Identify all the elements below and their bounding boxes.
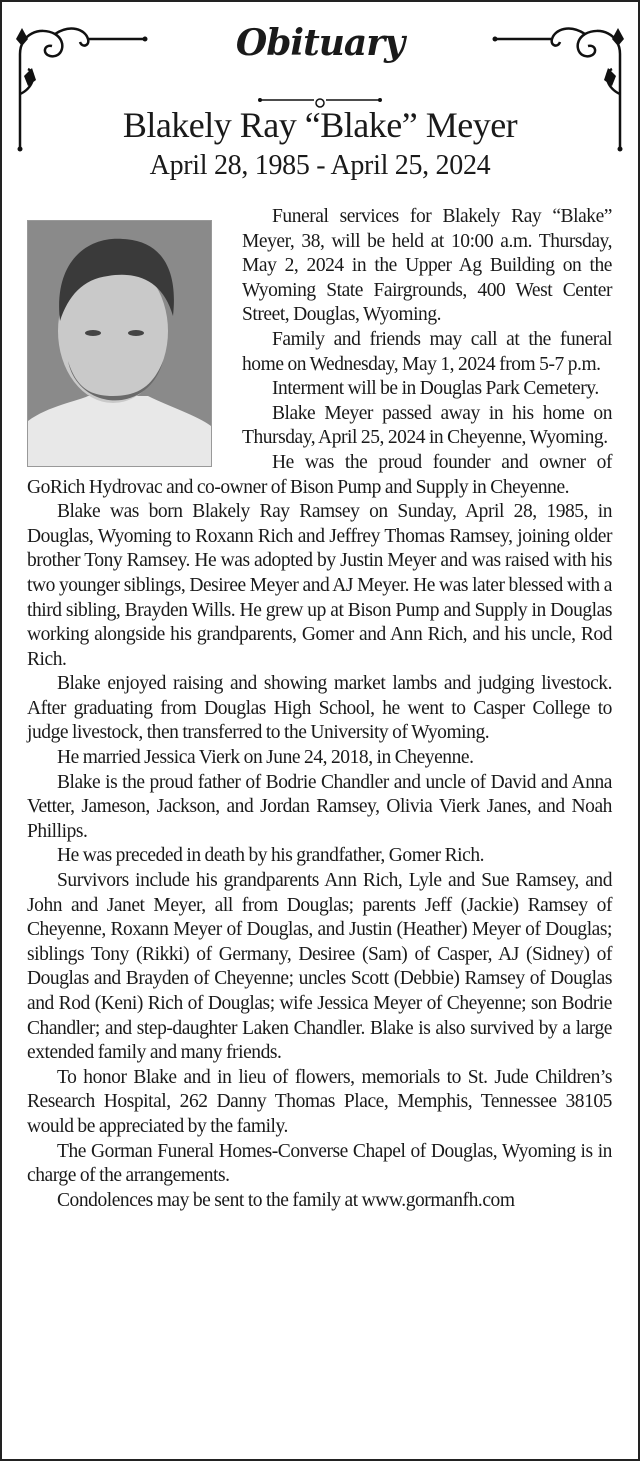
paragraph-birth: Blake was born Blakely Ray Ramsey on Sunday, April 28, 1985, in Douglas, Wyoming to Roxann Rich and Jeffrey Thomas Ramsey, joining older brother Tony Ramsey. He was adopted by Justin Meyer and was raised with his two younger siblings, Desiree Meyer and AJ Meyer. He was later blessed with a third sibling, Brayden Wills. He grew up at Bison Pump and Supply in Douglas working alongside his grandparents, Gomer and Ann Rich, and his uncle, Rod Rich.: [27, 501, 612, 670]
paragraph-condolences: Condolences may be sent to the family at www.gormanfh.com: [57, 1189, 515, 1211]
paragraph-passing: Blake Meyer passed away in his home on Thursday, April 25, 2024 in Cheyenne, Wyoming.: [242, 402, 612, 449]
paragraph-marriage: He married Jessica Vierk on June 24, 2018, in Cheyenne.: [57, 747, 474, 769]
paragraph-preceded: He was preceded in death by his grandfather, Gomer Rich.: [57, 845, 485, 867]
paragraph-education: Blake enjoyed raising and showing market lambs and judging livestock. After graduating from Douglas High School, he went to Casper College to judge livestock, then transferred to the University of Wyoming.: [27, 673, 612, 744]
deceased-name: Blakely Ray “Blake” Meyer: [122, 105, 518, 145]
paragraph-arrangements: The Gorman Funeral Homes-Converse Chapel of Douglas, Wyoming is in charge of the arrangements.: [27, 1140, 612, 1187]
obituary-text: [27, 205, 612, 1213]
paragraph-family: Blake is the proud father of Bodrie Chandler and uncle of David and Anna Vetter, Jameson, Jackson, and Jordan Ramsey, Olivia Vierk Janes, and Noah Phillips.: [27, 771, 612, 842]
paragraph-interment: Interment will be in Douglas Park Cemetery.: [272, 378, 599, 400]
paragraph-career: He was the proud founder and owner of GoRich Hydrovac and co-owner of Bison Pump and Supply in Cheyenne.: [27, 451, 612, 498]
section-title: Obituary: [235, 22, 405, 64]
paragraph-memorials: To honor Blake and in lieu of flowers, memorials to St. Jude Children’s Research Hospital, 262 Danny Thomas Place, Memphis, Tennessee 38105 would be appreciated by the family.: [27, 1066, 612, 1137]
paragraph-survivors: Survivors include his grandparents Ann Rich, Lyle and Sue Ramsey, and John and Janet Meyer, all from Douglas; parents Jeff (Jackie) Ramsey of Cheyenne, Roxann Meyer of Douglas, and Justin (Heather) Meyer of Douglas; siblings Tony (Rikki) of Germany, Desiree (Sam) of Casper, AJ (Sidney) of Douglas and Brayden of Cheyenne; uncles Scott (Debbie) Ramsey of Douglas and Rod (Keni) Rich of Douglas; wife Jessica Meyer of Cheyenne; son Bodrie Chandler; and step-daughter Laken Chandler. Blake is also survived by a large extended family and many friends.: [27, 870, 612, 1064]
paragraph-visitation: Family and friends may call at the funeral home on Wednesday, May 1, 2024 from 5-7 p.m.: [242, 328, 612, 375]
paragraph-funeral-services: Funeral services for Blakely Ray “Blake” Meyer, 38, will be held at 10:00 a.m. Thursday, May 2, 2024 in the Upper Ag Building on the Wyoming State Fairgrounds, 400 West Center Street, Douglas, Wyoming.: [242, 206, 612, 326]
life-dates: April 28, 1985 - April 25, 2024: [149, 150, 491, 181]
